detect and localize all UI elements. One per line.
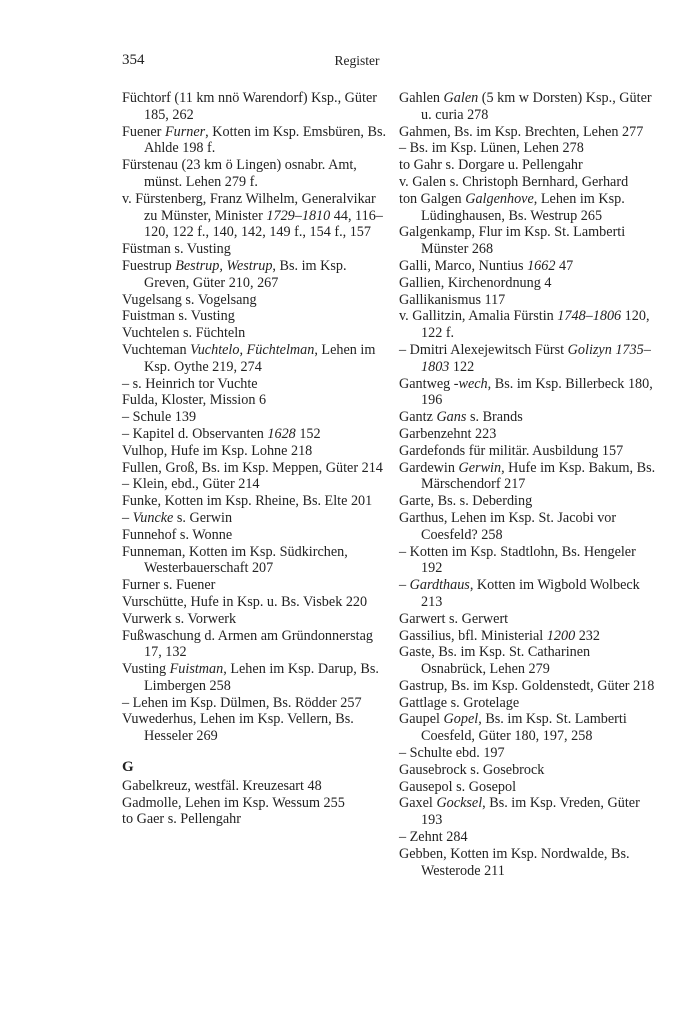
index-entry: Gaste, Bs. im Ksp. St. Catharinen Osnabrück, Lehen 279 [399,644,591,678]
index-entry: Fuistman s. Vusting [122,308,235,325]
index-entry: Funke, Kotten im Ksp. Rheine, Bs. Elte 201 [122,493,373,510]
index-entry: Fürstenau (23 km ö Lingen) osnabr. Amt, münst. Lehen 279 f. [122,157,357,190]
index-entry: – Schule 139 [122,409,197,426]
index-entry: Fullen, Groß, Bs. im Ksp. Meppen, Güter 214 [122,459,383,476]
index-entry: Gadmolle, Lehen im Ksp. Wessum 255 [122,794,345,811]
index-entry: Galli, Marco, Nuntius 1662 47 [399,257,574,274]
index-entry: – s. Heinrich tor Vuchte [122,375,258,392]
index-entry: Gardefonds für militär. Ausbildung 157 [399,442,624,459]
index-column-right [399,90,657,879]
index-entry: Fulda, Kloster, Mission 6 [122,392,267,409]
index-entry: Gantweg -wech, Bs. im Ksp. Billerbeck 180, 196 [399,375,653,409]
index-entries-g-continued [399,90,657,879]
index-entry: Funnehof s. Wonne [122,526,233,543]
index-entry: Garwert s. Gerwert [399,610,509,627]
index-entry: Galgenkamp, Flur im Ksp. St. Lamberti Münster 268 [399,224,626,258]
index-entry: Fuestrup Bestrup, Westrup, Bs. im Ksp. Greven, Güter 210, 267 [122,257,347,291]
index-entry: Vuchteman Vuchtelo, Füchtelman, Lehen im Ksp. Oythe 219, 274 [122,341,376,375]
index-entry: Garbenzehnt 223 [399,425,497,442]
index-entry: Furner s. Fuener [122,577,216,594]
index-entry: Gausebrock s. Gosebrock [399,761,545,778]
index-entry: ton Galgen Galgenhove, Lehen im Ksp. Lüdinghausen, Bs. Westrup 265 [399,190,625,224]
index-entry: Gardewin Gerwin, Hufe im Ksp. Bakum, Bs. Märschendorf 217 [399,459,656,493]
index-entry: Gastrup, Bs. im Ksp. Goldenstedt, Güter 218 [399,677,655,694]
index-entry: – Dmitri Alexejewitsch Fürst Golizyn 1735–1803 122 [399,341,651,375]
index-entry: to Gahr s. Dorgare u. Pellengahr [399,157,583,174]
index-entry: v. Fürstenberg, Franz Wilhelm, Generalvikar zu Münster, Minister 1729–1810 44, 116–120, 122 f., 140, 142, 149 f., 154 f., 157 [122,190,383,241]
index-entry: Vuwederhus, Lehen im Ksp. Vellern, Bs. Hesseler 269 [122,711,354,745]
index-column-left [122,90,388,828]
index-entry: – Gardthaus, Kotten im Wigbold Wolbeck 213 [399,577,640,610]
index-entry: Fußwaschung d. Armen am Gründonnerstag 17, 132 [122,627,373,661]
page-header [122,52,592,72]
index-entry: Gahlen Galen (5 km w Dorsten) Ksp., Güter u. curia 278 [399,90,652,123]
index-entry: Vurwerk s. Vorwerk [122,610,237,627]
index-entry: – Bs. im Ksp. Lünen, Lehen 278 [399,140,584,157]
index-entry: Vuchtelen s. Füchteln [122,325,246,342]
page-number: 354 [122,52,145,68]
index-entry: Gattlage s. Grotelage [399,694,520,711]
index-entry: – Zehnt 284 [399,829,468,846]
index-entry: – Schulte ebd. 197 [399,745,505,762]
index-entry: Funneman, Kotten im Ksp. Südkirchen, Westerbauerschaft 207 [122,543,348,577]
index-entry: – Kotten im Ksp. Stadtlohn, Bs. Hengeler 192 [399,543,636,577]
index-entry: Vusting Fuistman, Lehen im Ksp. Darup, Bs. Limbergen 258 [122,661,379,694]
index-entry: to Gaer s. Pellengahr [122,811,241,828]
index-entry: v. Galen s. Christoph Bernhard, Gerhard [399,173,629,190]
index-entry: Vugelsang s. Vogelsang [122,291,257,308]
index-entry: Gabelkreuz, westfäl. Kreuzesart 48 [122,777,322,794]
index-entry: Gaupel Gopel, Bs. im Ksp. St. Lamberti Coesfeld, Güter 180, 197, 258 [399,711,627,745]
index-entry: Gassilius, bfl. Ministerial 1200 232 [399,627,600,644]
index-entry: – Lehen im Ksp. Dülmen, Bs. Rödder 257 [122,694,362,711]
index-entry: Gebben, Kotten im Ksp. Nordwalde, Bs. Westerode 211 [399,845,630,879]
index-entry: Füchtorf (11 km nnö Warendorf) Ksp., Güter 185, 262 [122,90,377,123]
index-entry: Füstman s. Vusting [122,241,231,258]
index-entry: Gaxel Gocksel, Bs. im Ksp. Vreden, Güter 193 [399,795,640,829]
index-entry: Vulhop, Hufe im Ksp. Lohne 218 [122,442,313,459]
section-letter: G [122,759,134,776]
index-entry: Gallien, Kirchenordnung 4 [399,274,552,291]
index-entries-g [122,778,388,828]
index-entry: – Kapitel d. Observanten 1628 152 [122,425,321,442]
index-entries-f [122,90,388,745]
index-entry: Gantz Gans s. Brands [399,409,523,426]
index-entry: Gallikanismus 117 [399,291,506,308]
index-entry: Vurschütte, Hufe in Ksp. u. Bs. Visbek 220 [122,593,368,610]
index-entry: Garte, Bs. s. Deberding [399,493,533,510]
index-entry: v. Gallitzin, Amalia Fürstin 1748–1806 120, 122 f. [399,308,650,342]
index-entry: Gahmen, Bs. im Ksp. Brechten, Lehen 277 [399,123,644,140]
index-entry: – Klein, ebd., Güter 214 [122,476,260,493]
index-entry: Gausepol s. Gosepol [399,778,517,795]
index-entry: Fuener Furner, Kotten im Ksp. Emsbüren, Bs. Ahlde 198 f. [122,123,387,157]
index-entry: Garthus, Lehen im Ksp. St. Jacobi vor Coesfeld? 258 [399,509,617,543]
index-entry: – Vuncke s. Gerwin [122,509,233,526]
running-head: Register [334,53,380,68]
